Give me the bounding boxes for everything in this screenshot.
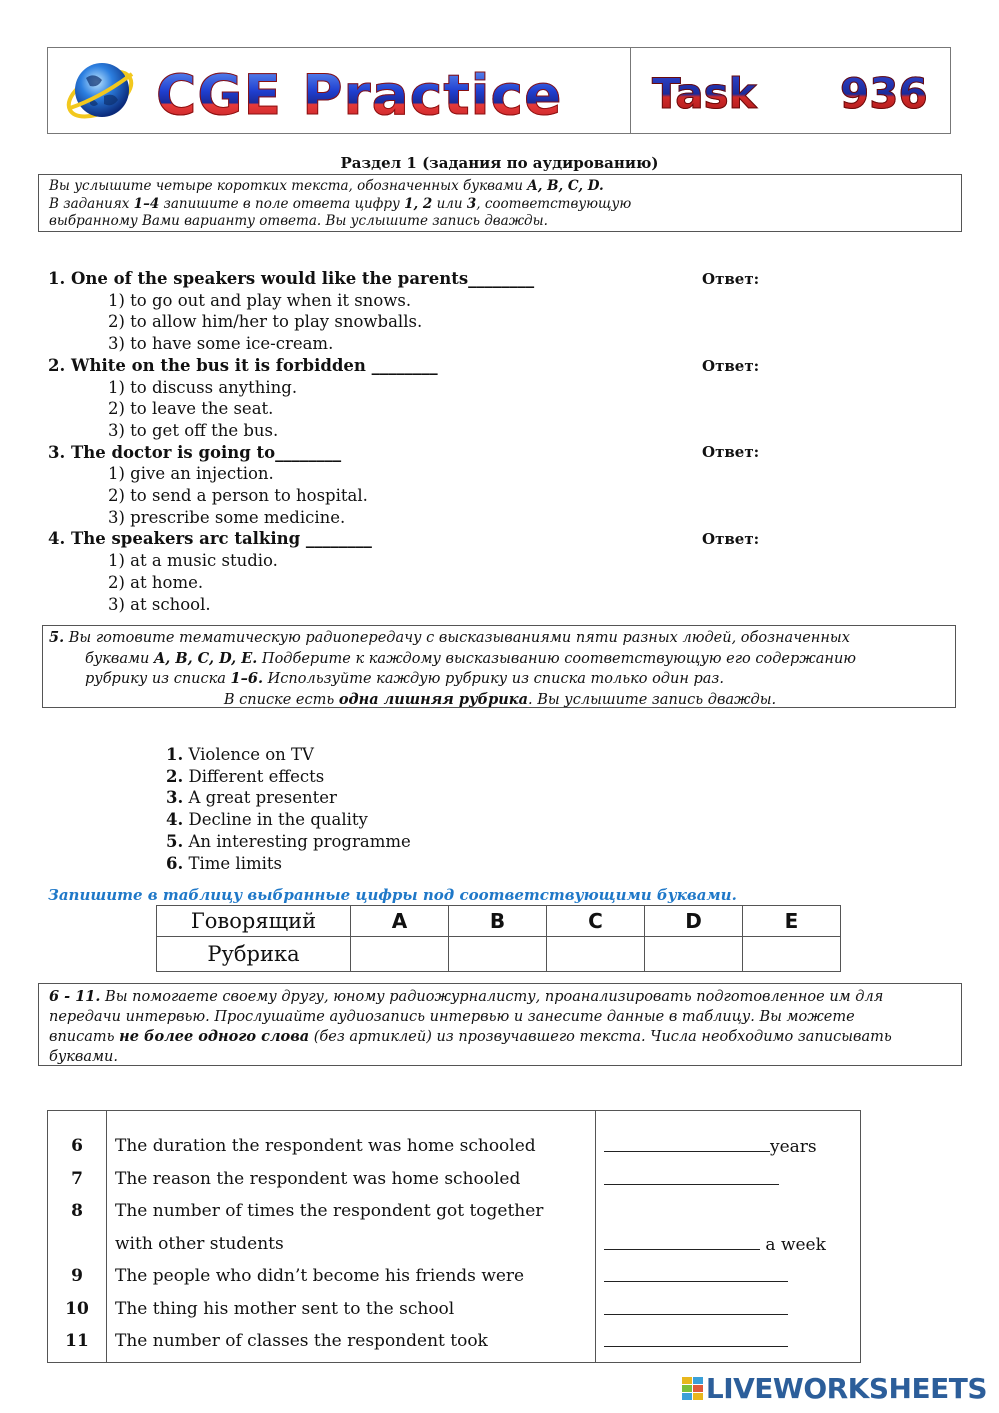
list-item: 5. An interesting programme xyxy=(166,831,411,851)
rubric-header: Рубрика xyxy=(157,937,351,972)
option: 3) prescribe some medicine. xyxy=(108,507,346,527)
option: 2) at home. xyxy=(108,572,204,592)
option: 1) to discuss anything. xyxy=(108,377,298,397)
questions-list xyxy=(48,268,688,615)
letter-b: B xyxy=(449,906,547,937)
question-title: 3. The doctor is going to________ xyxy=(48,442,342,462)
letter-e: E xyxy=(743,906,841,937)
answer-label-2: Ответ: xyxy=(702,357,760,375)
question-3 xyxy=(48,442,688,529)
list-item: 4. Decline in the quality xyxy=(166,810,368,830)
answer-input-3[interactable] xyxy=(776,441,926,465)
answer-line-11[interactable] xyxy=(604,1330,788,1353)
option: 2) to leave the seat. xyxy=(108,399,274,419)
task6-box xyxy=(38,983,962,1066)
speaker-header: Говорящий xyxy=(157,906,351,937)
row-text: with other students xyxy=(115,1234,284,1254)
row-number: 8 xyxy=(71,1201,83,1221)
list-item: 2. Different effects xyxy=(166,766,325,786)
option: 2) to allow him/her to play snowballs. xyxy=(108,312,423,332)
answer-input-1[interactable] xyxy=(776,268,926,292)
letter-c: C xyxy=(547,906,645,937)
brand-title: CGE Practice xyxy=(156,56,562,134)
task6-line-4: буквами. xyxy=(49,1048,118,1065)
answer-line-8[interactable]: a week xyxy=(604,1233,826,1256)
task6-line-3: вписать не более одного слова (без артиклей) из прозвучавшего текста. Числа необходимо записывать xyxy=(49,1028,892,1045)
task-label: Task xyxy=(652,64,757,124)
instructions-box xyxy=(38,174,962,232)
list-item: 3. A great presenter xyxy=(166,788,337,808)
answer-label-3: Ответ: xyxy=(702,443,760,461)
row-number: 11 xyxy=(65,1331,89,1351)
option: 1) give an injection. xyxy=(108,464,274,484)
option: 2) to send a person to hospital. xyxy=(108,486,368,506)
task5-line-1: 5. Вы готовите тематическую радиопередачу с высказываниями пяти разных людей, обозначенных xyxy=(49,629,850,646)
row-text: The thing his mother sent to the school xyxy=(115,1299,455,1319)
answer-cell-c[interactable] xyxy=(547,937,645,972)
row-text: The people who didn’t become his friends were xyxy=(115,1266,525,1286)
row-number: 7 xyxy=(71,1169,83,1189)
answer-cell-a[interactable] xyxy=(351,937,449,972)
letter-d: D xyxy=(645,906,743,937)
liveworksheets-logo[interactable] xyxy=(682,1372,987,1405)
letter-a: A xyxy=(351,906,449,937)
row-text: The number of times the respondent got together xyxy=(115,1201,544,1221)
answer-cell-b[interactable] xyxy=(449,937,547,972)
rubrics-list xyxy=(166,744,411,874)
task5-line-2: буквами A, B, C, D, E. Подберите к каждому высказыванию соответствующую его содержанию xyxy=(85,649,857,667)
answer-line-7[interactable] xyxy=(604,1168,779,1191)
list-item: 6. Time limits xyxy=(166,853,282,873)
interview-table xyxy=(47,1110,861,1363)
option: 3) at school. xyxy=(108,594,211,614)
question-1 xyxy=(48,268,688,355)
instructions-line-3: выбранному Вами варианту ответа. Вы услышите запись дважды. xyxy=(49,213,548,229)
question-4 xyxy=(48,528,688,615)
question-title: 4. The speakers arc talking ________ xyxy=(48,529,372,549)
column-divider xyxy=(106,1111,107,1362)
task5-box xyxy=(42,625,956,708)
answer-label-4: Ответ: xyxy=(702,530,760,548)
column-divider xyxy=(595,1111,596,1362)
question-2 xyxy=(48,355,688,442)
answer-label-1: Ответ: xyxy=(702,270,760,288)
answer-line-10[interactable] xyxy=(604,1298,788,1321)
option: 3) to have some ice-cream. xyxy=(108,334,334,354)
task-number: 936 xyxy=(840,64,928,124)
answer-line-6[interactable]: years xyxy=(604,1135,817,1158)
table-instruction: Запишите в таблицу выбранные цифры под соответствующими буквами. xyxy=(48,886,737,904)
answer-line-9[interactable] xyxy=(604,1265,788,1288)
header-box xyxy=(47,47,951,134)
question-title: 1. One of the speakers would like the parents________ xyxy=(48,269,535,288)
instructions-line-1: Вы услышите четыре коротких текста, обозначенных буквами A, B, C, D. xyxy=(49,178,604,194)
row-number: 6 xyxy=(71,1136,83,1156)
header-divider xyxy=(630,48,631,133)
answer-cell-e[interactable] xyxy=(743,937,841,972)
option: 1) to go out and play when it snows. xyxy=(108,290,412,310)
instructions-line-2: В заданиях 1–4 запишите в поле ответа цифру 1, 2 или 3, соответствующую xyxy=(49,195,632,212)
task5-line-3: рубрику из списка 1–6. Используйте каждую рубрику из списка только один раз. xyxy=(85,670,724,687)
task6-line-1: 6 - 11. Вы помогаете своему другу, юному радиожурналисту, проанализировать подготовленное им для xyxy=(49,988,884,1005)
row-number: 9 xyxy=(71,1266,83,1286)
answer-input-4[interactable] xyxy=(776,528,926,552)
answer-input-2[interactable] xyxy=(776,355,926,379)
option: 3) to get off the bus. xyxy=(108,420,279,440)
row-number: 10 xyxy=(65,1299,89,1319)
globe-icon xyxy=(64,56,136,126)
row-text: The number of classes the respondent took xyxy=(115,1331,488,1351)
task5-line-4: В списке есть одна лишняя рубрика. Вы услышите запись дважды. xyxy=(223,690,777,708)
matching-table xyxy=(156,905,841,972)
logo-text: LIVEWORKSHEETS xyxy=(705,1372,987,1405)
row-text: The reason the respondent was home schooled xyxy=(115,1169,521,1189)
question-title: 2. White on the bus it is forbidden ________ xyxy=(48,355,438,375)
answer-cell-d[interactable] xyxy=(645,937,743,972)
row-text: The duration the respondent was home schooled xyxy=(115,1136,536,1156)
option: 1) at a music studio. xyxy=(108,551,278,571)
section-title: Раздел 1 (задания по аудированию) xyxy=(340,154,659,172)
liveworksheets-icon xyxy=(682,1377,704,1401)
task6-line-2: передачи интервью. Прослушайте аудиозапись интервью и занесите данные в таблицу. Вы можете xyxy=(49,1008,855,1025)
list-item: 1. Violence on TV xyxy=(166,745,314,764)
